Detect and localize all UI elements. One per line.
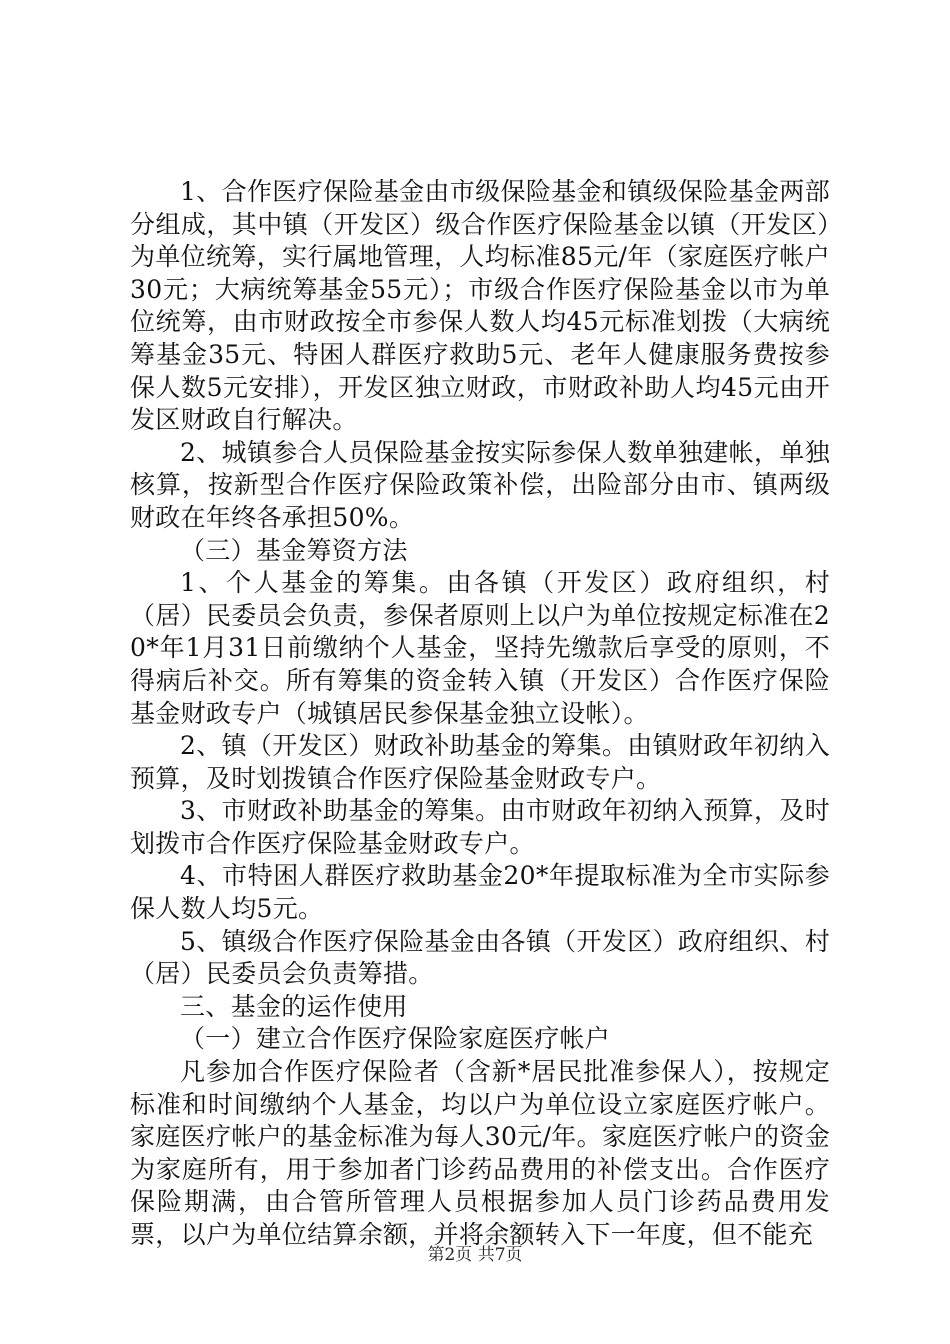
paragraph-fund-composition: 1、合作医疗保险基金由市级保险基金和镇级保险基金两部分组成，其中镇（开发区）级合作医疗保险基金以镇（开发区）为单位统筹，实行属地管理，人均标准85元/年（家庭医疗帐户30元；大病统筹基金55元）；市级合作医疗保险基金以市为单位统筹，由市财政按全市参保人数人均45元标准划拨（大病统筹基金35元、特困人群医疗救助5元、老年人健康服务费按参保人数5元安排），开发区独立财政，市财政补助人均45元由开发区财政自行解决。 xyxy=(130,177,830,435)
section-heading-operation: 三、基金的运作使用 xyxy=(180,991,408,1021)
paragraph-town-subsidy: 2、镇（开发区）财政补助基金的筹集。由镇财政年初纳入预算，及时划拨镇合作医疗保险基金财政专户。 xyxy=(130,731,830,793)
paragraph-relief-fund: 4、市特困人群医疗救助基金20*年提取标准为全市实际参保人数人均5元。 xyxy=(130,861,830,924)
paragraph-urban-fund: 2、城镇参合人员保险基金按实际参保人数单独建帐，单独核算，按新型合作医疗保险政策补偿，出险部分由市、镇两级财政在年终各承担50%。 xyxy=(130,437,830,532)
paragraph-family-account: 凡参加合作医疗保险者（含新*居民批准参保人），按规定标准和时间缴纳个人基金，均以户为单位设立家庭医疗帐户。家庭医疗帐户的基金标准为每人30元/年。家庭医疗帐户的资金为家庭所有，用于参加者门诊药品费用的补偿支出。合作医疗保险期满，由合管所管理人员根据参加人员门诊药品费用发票，以户为单位结算余额，并将余额转入下一年度，但不能充 xyxy=(130,1057,830,1249)
paragraph-individual-fund: 1、个人基金的筹集。由各镇（开发区）政府组织，村（居）民委员会负责，参保者原则上以户为单位按规定标准在20*年1月31日前缴纳个人基金，坚持先缴款后享受的原则，不得病后补交。所有筹集的资金转入镇（开发区）合作医疗保险基金财政专户（城镇居民参保基金独立设帐）。 xyxy=(130,568,830,728)
paragraph-town-fund: 5、镇级合作医疗保险基金由各镇（开发区）政府组织、村（居）民委员会负责筹措。 xyxy=(130,926,830,989)
document-body xyxy=(130,176,830,1252)
section-heading-fundraising: （三）基金筹资方法 xyxy=(180,535,408,565)
subsection-heading-family-account: （一）建立合作医疗保险家庭医疗帐户 xyxy=(180,1024,611,1054)
paragraph-city-subsidy: 3、市财政补助基金的筹集。由市财政年初纳入预算，及时划拨市合作医疗保险基金财政专户。 xyxy=(130,796,830,858)
page-footer: 第2页 共7页 xyxy=(427,1245,523,1265)
